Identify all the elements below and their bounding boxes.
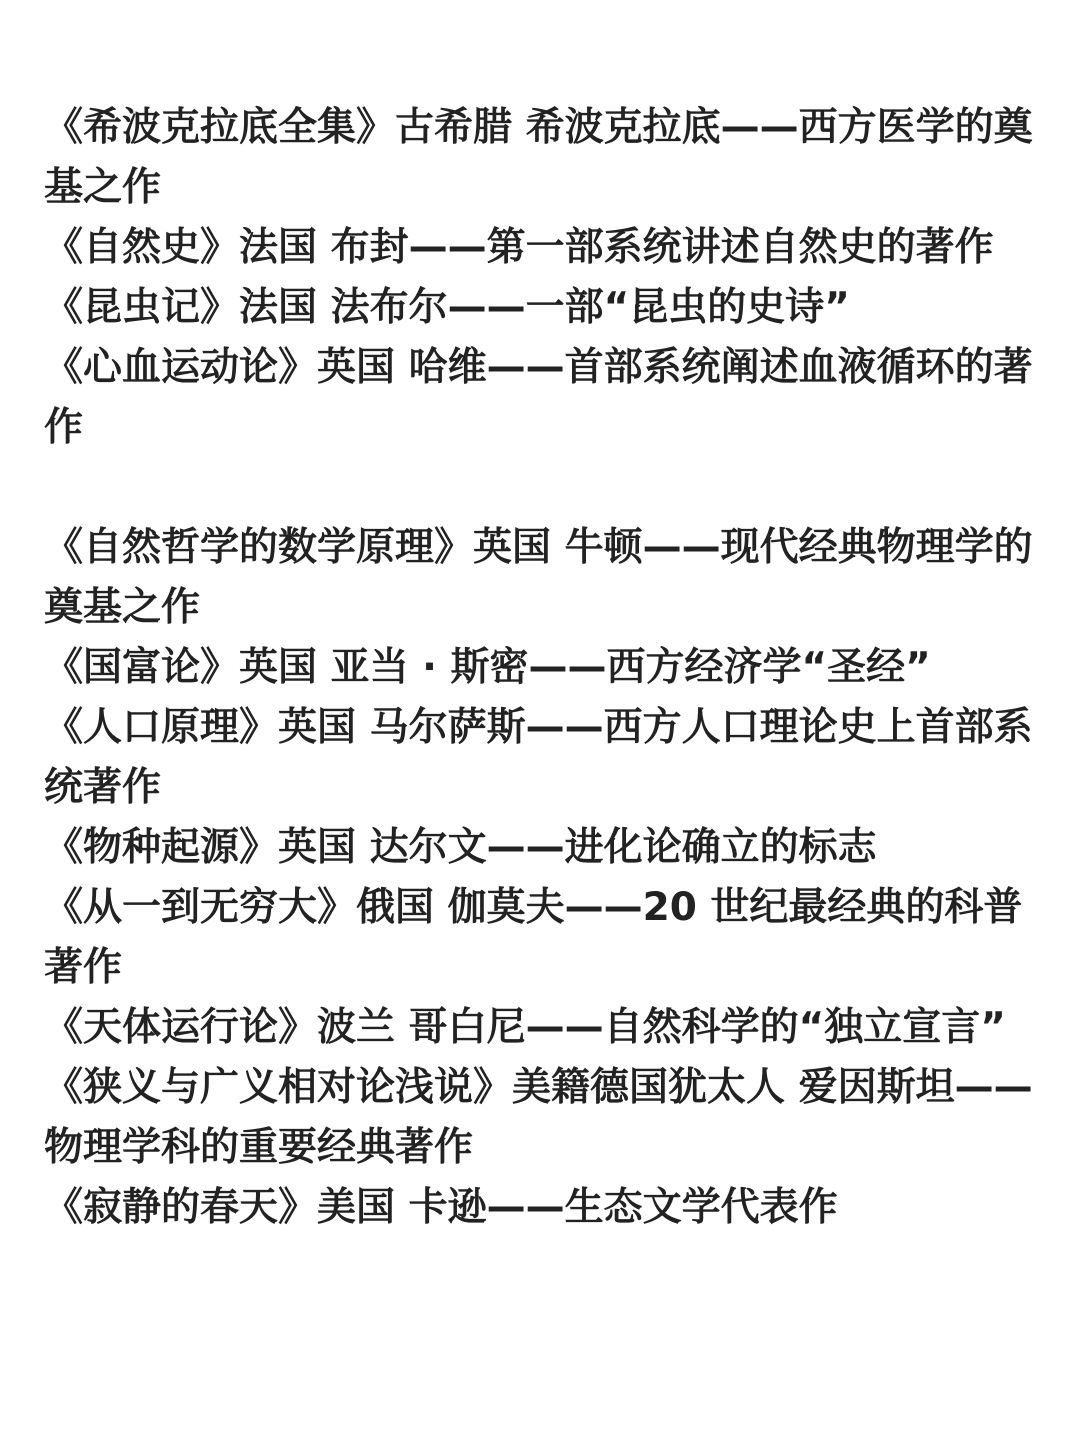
book-entry-origin-of-species: 《物种起源》英国 达尔文——进化论确立的标志 bbox=[44, 825, 877, 870]
book-list-document bbox=[44, 98, 1044, 1238]
book-entry-principia: 《自然哲学的数学原理》英国 牛顿——现代经典物理学的奠基之作 bbox=[44, 525, 1033, 630]
book-entry-de-revolutionibus: 《天体运行论》波兰 哥白尼——自然科学的“独立宣言” bbox=[44, 1005, 1006, 1050]
book-entry-de-motu-cordis: 《心血运动论》英国 哈维——首部系统阐述血液循环的著作 bbox=[44, 345, 1033, 450]
book-group-1 bbox=[44, 98, 1044, 458]
book-group-2 bbox=[44, 518, 1044, 1238]
book-entry-wealth-of-nations: 《国富论》英国 亚当 · 斯密——西方经济学“圣经” bbox=[44, 645, 931, 690]
book-entry-natural-history: 《自然史》法国 布封——第一部系统讲述自然史的著作 bbox=[44, 225, 994, 270]
book-entry-souvenirs-entomologiques: 《昆虫记》法国 法布尔——一部“昆虫的史诗” bbox=[44, 285, 850, 330]
book-entry-silent-spring: 《寂静的春天》美国 卡逊——生态文学代表作 bbox=[44, 1185, 838, 1230]
book-entry-principle-of-population: 《人口原理》英国 马尔萨斯——西方人口理论史上首部系统著作 bbox=[44, 705, 1033, 810]
book-entry-one-two-three-infinity: 《从一到无穷大》俄国 伽莫夫——20 世纪最经典的科普著作 bbox=[44, 885, 1023, 990]
book-entry-relativity: 《狭义与广义相对论浅说》美籍德国犹太人 爱因斯坦——物理学科的重要经典著作 bbox=[44, 1065, 1033, 1170]
book-entry-hippocratic-corpus: 《希波克拉底全集》古希腊 希波克拉底——西方医学的奠基之作 bbox=[44, 105, 1033, 210]
